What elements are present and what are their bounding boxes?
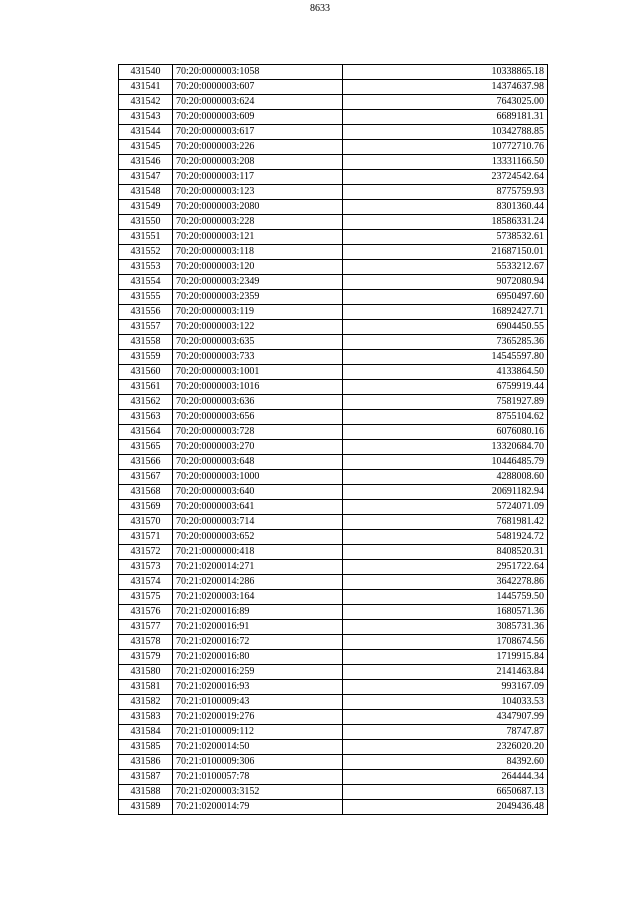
cadastral-number-cell: 70:20:0000003:1001: [173, 365, 343, 380]
table-row: [119, 350, 548, 365]
cadastral-value-cell: 5738532.61: [343, 230, 548, 245]
row-number-cell: 431571: [119, 530, 173, 545]
cadastral-number-cell: 70:20:0000003:2359: [173, 290, 343, 305]
row-number-cell: 431576: [119, 605, 173, 620]
cadastral-value-cell: 7581927.89: [343, 395, 548, 410]
cadastral-number-cell: 70:21:0200016:80: [173, 650, 343, 665]
cadastral-number-cell: 70:20:0000003:122: [173, 320, 343, 335]
cadastral-number-cell: 70:20:0000003:226: [173, 140, 343, 155]
table-row: [119, 140, 548, 155]
cadastral-value-cell: 18586331.24: [343, 215, 548, 230]
row-number-cell: 431560: [119, 365, 173, 380]
row-number-cell: 431564: [119, 425, 173, 440]
table-row: [119, 800, 548, 815]
cadastral-number-cell: 70:21:0100009:43: [173, 695, 343, 710]
table-row: [119, 650, 548, 665]
row-number-cell: 431579: [119, 650, 173, 665]
cadastral-value-cell: 6650687.13: [343, 785, 548, 800]
row-number-cell: 431557: [119, 320, 173, 335]
table-row: [119, 335, 548, 350]
row-number-cell: 431541: [119, 80, 173, 95]
cadastral-value-cell: 6076080.16: [343, 425, 548, 440]
row-number-cell: 431580: [119, 665, 173, 680]
table-row: [119, 695, 548, 710]
row-number-cell: 431544: [119, 125, 173, 140]
cadastral-value-cell: 9072080.94: [343, 275, 548, 290]
row-number-cell: 431562: [119, 395, 173, 410]
cadastral-number-cell: 70:20:0000003:118: [173, 245, 343, 260]
table-row: [119, 200, 548, 215]
table-row: [119, 125, 548, 140]
cadastral-value-cell: 10772710.76: [343, 140, 548, 155]
cadastral-number-cell: 70:20:0000003:656: [173, 410, 343, 425]
cadastral-value-cell: 5481924.72: [343, 530, 548, 545]
cadastral-value-cell: 3085731.36: [343, 620, 548, 635]
cadastral-value-cell: 264444.34: [343, 770, 548, 785]
row-number-cell: 431555: [119, 290, 173, 305]
cadastral-value-cell: 8775759.93: [343, 185, 548, 200]
cadastral-number-cell: 70:20:0000003:636: [173, 395, 343, 410]
row-number-cell: 431569: [119, 500, 173, 515]
cadastral-value-cell: 84392.60: [343, 755, 548, 770]
table-row: [119, 245, 548, 260]
row-number-cell: 431583: [119, 710, 173, 725]
table-row: [119, 275, 548, 290]
table-row: [119, 560, 548, 575]
cadastral-value-cell: 8301360.44: [343, 200, 548, 215]
row-number-cell: 431585: [119, 740, 173, 755]
cadastral-number-cell: 70:21:0100057:78: [173, 770, 343, 785]
cadastral-value-cell: 1680571.36: [343, 605, 548, 620]
table-row: [119, 65, 548, 80]
row-number-cell: 431582: [119, 695, 173, 710]
table-row: [119, 455, 548, 470]
row-number-cell: 431563: [119, 410, 173, 425]
row-number-cell: 431556: [119, 305, 173, 320]
row-number-cell: 431586: [119, 755, 173, 770]
row-number-cell: 431552: [119, 245, 173, 260]
row-number-cell: 431570: [119, 515, 173, 530]
table-row: [119, 80, 548, 95]
row-number-cell: 431574: [119, 575, 173, 590]
table-row: [119, 590, 548, 605]
row-number-cell: 431588: [119, 785, 173, 800]
cadastral-value-cell: 8408520.31: [343, 545, 548, 560]
row-number-cell: 431547: [119, 170, 173, 185]
table-row: [119, 500, 548, 515]
row-number-cell: 431549: [119, 200, 173, 215]
cadastral-number-cell: 70:20:0000003:120: [173, 260, 343, 275]
row-number-cell: 431584: [119, 725, 173, 740]
cadastral-value-cell: 23724542.64: [343, 170, 548, 185]
cadastral-value-cell: 4288008.60: [343, 470, 548, 485]
cadastral-value-cell: 6689181.31: [343, 110, 548, 125]
cadastral-number-cell: 70:20:0000003:635: [173, 335, 343, 350]
table-row: [119, 740, 548, 755]
row-number-cell: 431554: [119, 275, 173, 290]
cadastral-value-cell: 13320684.70: [343, 440, 548, 455]
table-row: [119, 725, 548, 740]
cadastral-number-cell: 70:21:0200003:164: [173, 590, 343, 605]
cadastral-value-cell: 10446485.79: [343, 455, 548, 470]
table-row: [119, 485, 548, 500]
row-number-cell: 431540: [119, 65, 173, 80]
row-number-cell: 431551: [119, 230, 173, 245]
table-row: [119, 635, 548, 650]
cadastral-number-cell: 70:20:0000003:733: [173, 350, 343, 365]
cadastral-number-cell: 70:20:0000003:117: [173, 170, 343, 185]
table-row: [119, 380, 548, 395]
cadastral-value-cell: 4133864.50: [343, 365, 548, 380]
table-row: [119, 290, 548, 305]
cadastral-number-cell: 70:21:0200014:50: [173, 740, 343, 755]
cadastral-value-cell: 5533212.67: [343, 260, 548, 275]
row-number-cell: 431559: [119, 350, 173, 365]
cadastral-value-cell: 20691182.94: [343, 485, 548, 500]
table-row: [119, 395, 548, 410]
cadastral-number-cell: 70:21:0200014:286: [173, 575, 343, 590]
row-number-cell: 431546: [119, 155, 173, 170]
table-row: [119, 215, 548, 230]
table-row: [119, 440, 548, 455]
cadastral-number-cell: 70:20:0000003:123: [173, 185, 343, 200]
row-number-cell: 431561: [119, 380, 173, 395]
cadastral-value-cell: 1445759.50: [343, 590, 548, 605]
table-row: [119, 425, 548, 440]
table-row: [119, 575, 548, 590]
cadastral-number-cell: 70:21:0200019:276: [173, 710, 343, 725]
table-row: [119, 620, 548, 635]
cadastral-number-cell: 70:20:0000003:648: [173, 455, 343, 470]
table-row: [119, 230, 548, 245]
table-row: [119, 410, 548, 425]
cadastral-number-cell: 70:20:0000003:624: [173, 95, 343, 110]
cadastral-number-cell: 70:20:0000003:228: [173, 215, 343, 230]
cadastral-number-cell: 70:21:0200016:259: [173, 665, 343, 680]
row-number-cell: 431550: [119, 215, 173, 230]
table-row: [119, 260, 548, 275]
table-row: [119, 170, 548, 185]
cadastral-number-cell: 70:21:0200016:91: [173, 620, 343, 635]
row-number-cell: 431553: [119, 260, 173, 275]
table-row: [119, 680, 548, 695]
cadastral-value-table: [118, 64, 548, 815]
table-row: [119, 470, 548, 485]
cadastral-number-cell: 70:20:0000003:640: [173, 485, 343, 500]
cadastral-value-cell: 2326020.20: [343, 740, 548, 755]
row-number-cell: 431543: [119, 110, 173, 125]
cadastral-number-cell: 70:20:0000003:1016: [173, 380, 343, 395]
cadastral-value-cell: 7643025.00: [343, 95, 548, 110]
row-number-cell: 431567: [119, 470, 173, 485]
table-row: [119, 755, 548, 770]
row-number-cell: 431548: [119, 185, 173, 200]
cadastral-number-cell: 70:20:0000003:609: [173, 110, 343, 125]
row-number-cell: 431573: [119, 560, 173, 575]
row-number-cell: 431566: [119, 455, 173, 470]
row-number-cell: 431577: [119, 620, 173, 635]
cadastral-number-cell: 70:20:0000003:1000: [173, 470, 343, 485]
cadastral-value-cell: 16892427.71: [343, 305, 548, 320]
cadastral-value-cell: 104033.53: [343, 695, 548, 710]
table-row: [119, 770, 548, 785]
cadastral-number-cell: 70:20:0000003:1058: [173, 65, 343, 80]
row-number-cell: 431565: [119, 440, 173, 455]
table-row: [119, 95, 548, 110]
cadastral-value-cell: 8755104.62: [343, 410, 548, 425]
table-row: [119, 710, 548, 725]
cadastral-value-cell: 993167.09: [343, 680, 548, 695]
table-row: [119, 515, 548, 530]
cadastral-value-cell: 1708674.56: [343, 635, 548, 650]
cadastral-number-cell: 70:20:0000003:652: [173, 530, 343, 545]
table-row: [119, 110, 548, 125]
cadastral-value-cell: 7681981.42: [343, 515, 548, 530]
row-number-cell: 431575: [119, 590, 173, 605]
cadastral-value-cell: 78747.87: [343, 725, 548, 740]
table-row: [119, 605, 548, 620]
cadastral-number-cell: 70:21:0200014:271: [173, 560, 343, 575]
cadastral-number-cell: 70:21:0200003:3152: [173, 785, 343, 800]
cadastral-value-cell: 21687150.01: [343, 245, 548, 260]
cadastral-number-cell: 70:21:0100009:306: [173, 755, 343, 770]
row-number-cell: 431581: [119, 680, 173, 695]
cadastral-value-cell: 2951722.64: [343, 560, 548, 575]
cadastral-value-cell: 14545597.80: [343, 350, 548, 365]
cadastral-value-cell: 13331166.50: [343, 155, 548, 170]
cadastral-number-cell: 70:21:0200016:72: [173, 635, 343, 650]
row-number-cell: 431587: [119, 770, 173, 785]
table-row: [119, 320, 548, 335]
cadastral-number-cell: 70:21:0100009:112: [173, 725, 343, 740]
table-row: [119, 785, 548, 800]
cadastral-number-cell: 70:20:0000003:728: [173, 425, 343, 440]
cadastral-value-cell: 6759919.44: [343, 380, 548, 395]
cadastral-number-cell: 70:20:0000003:641: [173, 500, 343, 515]
row-number-cell: 431558: [119, 335, 173, 350]
row-number-cell: 431568: [119, 485, 173, 500]
cadastral-number-cell: 70:20:0000003:607: [173, 80, 343, 95]
row-number-cell: 431572: [119, 545, 173, 560]
cadastral-value-cell: 2141463.84: [343, 665, 548, 680]
table-row: [119, 365, 548, 380]
cadastral-value-cell: 2049436.48: [343, 800, 548, 815]
table-row: [119, 530, 548, 545]
cadastral-value-cell: 7365285.36: [343, 335, 548, 350]
cadastral-number-cell: 70:20:0000003:119: [173, 305, 343, 320]
cadastral-value-cell: 6950497.60: [343, 290, 548, 305]
cadastral-number-cell: 70:20:0000003:617: [173, 125, 343, 140]
cadastral-value-cell: 10338865.18: [343, 65, 548, 80]
row-number-cell: 431545: [119, 140, 173, 155]
table-row: [119, 665, 548, 680]
cadastral-value-cell: 3642278.86: [343, 575, 548, 590]
row-number-cell: 431589: [119, 800, 173, 815]
cadastral-number-cell: 70:20:0000003:121: [173, 230, 343, 245]
table-row: [119, 545, 548, 560]
cadastral-number-cell: 70:20:0000003:714: [173, 515, 343, 530]
cadastral-number-cell: 70:21:0200014:79: [173, 800, 343, 815]
cadastral-number-cell: 70:20:0000003:208: [173, 155, 343, 170]
cadastral-value-cell: 10342788.85: [343, 125, 548, 140]
cadastral-value-cell: 6904450.55: [343, 320, 548, 335]
table-row: [119, 305, 548, 320]
cadastral-number-cell: 70:20:0000003:2349: [173, 275, 343, 290]
page-number: 8633: [310, 3, 330, 14]
table-body: [119, 65, 548, 815]
cadastral-number-cell: 70:21:0200016:89: [173, 605, 343, 620]
table-row: [119, 155, 548, 170]
row-number-cell: 431542: [119, 95, 173, 110]
cadastral-number-cell: 70:20:0000003:2080: [173, 200, 343, 215]
cadastral-value-cell: 5724071.09: [343, 500, 548, 515]
table-row: [119, 185, 548, 200]
cadastral-value-cell: 1719915.84: [343, 650, 548, 665]
cadastral-number-cell: 70:21:0200016:93: [173, 680, 343, 695]
cadastral-value-cell: 4347907.99: [343, 710, 548, 725]
cadastral-value-cell: 14374637.98: [343, 80, 548, 95]
row-number-cell: 431578: [119, 635, 173, 650]
cadastral-number-cell: 70:21:0000000:418: [173, 545, 343, 560]
cadastral-number-cell: 70:20:0000003:270: [173, 440, 343, 455]
